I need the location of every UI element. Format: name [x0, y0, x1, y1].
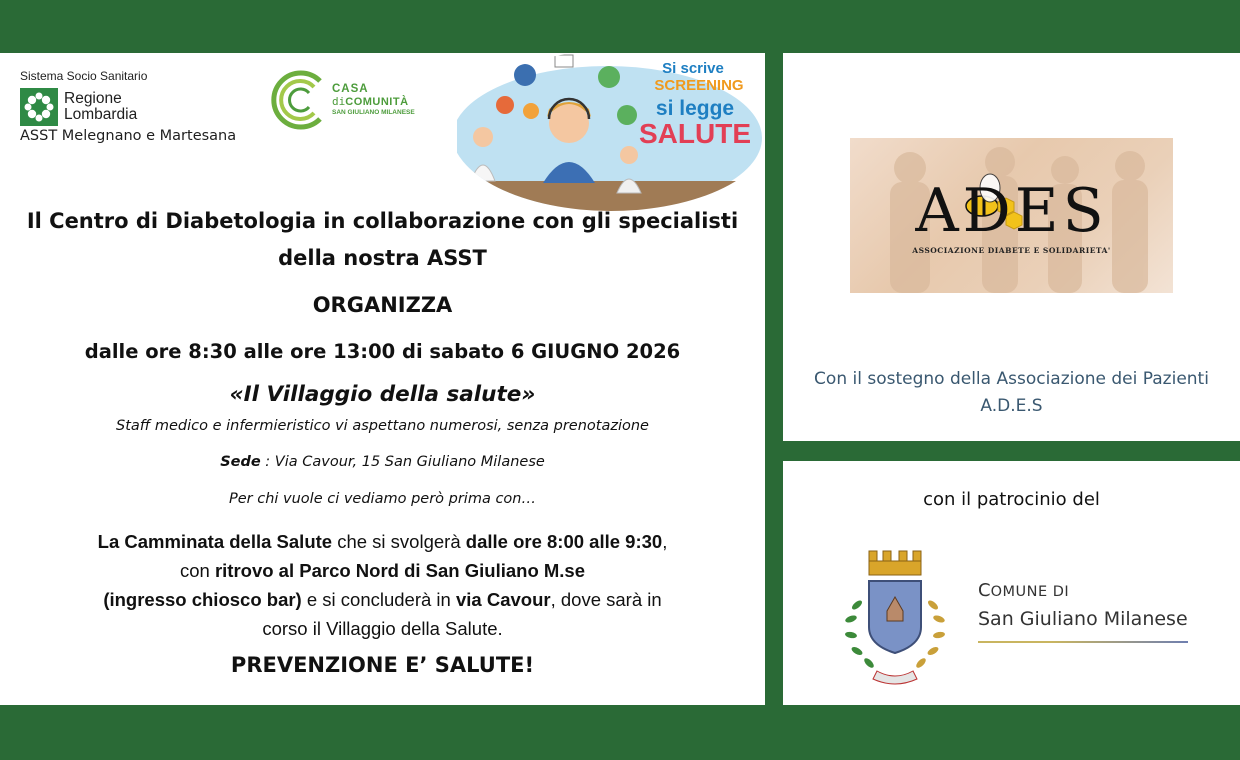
comune-name: San Giuliano Milanese	[978, 608, 1188, 630]
ades-panel	[783, 53, 1240, 441]
di-label: di	[332, 95, 346, 108]
ades-logo-subtitle: ASSOCIAZIONE DIABETE E SOLIDARIETA'	[912, 246, 1111, 255]
walk-name: La Camminata della Salute	[97, 531, 333, 552]
regione-lombardia-logo	[20, 69, 265, 144]
comune-crest-icon	[833, 545, 958, 691]
ades-logo-word: ADES	[915, 176, 1108, 246]
si-legge-text: si legge	[655, 97, 735, 120]
comune-initial: C	[978, 580, 991, 601]
staff-line: Staff medico e infermieristico vi aspettano numerosi, senza prenotazione	[116, 418, 649, 434]
walk-time: dalle ore 8:00 alle 9:30	[465, 531, 663, 552]
walk-meeting: ritrovo al Parco Nord di San Giuliano M.se	[214, 560, 586, 581]
asst-label: ASST Melegnano e Martesana	[20, 128, 237, 144]
comunita-label: COMUNITÀ	[345, 96, 409, 108]
regione-label: Regione	[64, 90, 122, 107]
screening-text: SCREENING	[654, 77, 744, 94]
ades-support-line-1: Con il sostegno della Associazione dei Pazienti	[814, 369, 1209, 389]
screening-illustration	[457, 53, 765, 211]
closing-slogan: PREVENZIONE E’ SALUTE!	[230, 653, 535, 677]
announcement-panel	[0, 53, 765, 705]
walk-text-3: con	[179, 560, 215, 581]
casa-di-comunita-logo	[268, 67, 448, 133]
title-line-2: della nostra ASST	[278, 246, 487, 270]
title-line-1: Il Centro di Diabetologia in collaborazione con gli specialisti	[26, 209, 739, 233]
casa-comunita-c-icon	[268, 67, 330, 133]
event-name: «Il Villaggio della salute»	[229, 382, 536, 407]
comune-rest: OMUNE DI	[990, 584, 1070, 600]
walk-paragraph	[0, 527, 765, 643]
regione-lombardia-rose-icon	[20, 88, 58, 126]
patronage-panel	[783, 461, 1240, 705]
sede-address: : Via Cavour, 15 San Giuliano Milanese	[260, 454, 545, 470]
sistema-socio-sanitario-label: Sistema Socio Sanitario	[20, 69, 148, 83]
walk-text-5: , dove sarà in	[550, 589, 662, 610]
walk-street: via Cavour	[455, 589, 551, 610]
walk-text-6: corso il Villaggio della Salute.	[262, 618, 503, 639]
organizza-heading: ORGANIZZA	[312, 293, 453, 317]
ades-support-text	[783, 366, 1240, 420]
walk-text-1: che si svolgerà	[332, 531, 466, 552]
lombardia-label: Lombardia	[64, 106, 138, 123]
comune-label	[978, 580, 1069, 601]
walk-text-4: e si concluderà in	[301, 589, 456, 610]
ades-logo	[850, 138, 1173, 293]
pre-event-line: Per chi vuole ci vediamo però prima con…	[229, 491, 536, 507]
walk-entrance: (ingresso chiosco bar)	[103, 589, 302, 610]
salute-text: SALUTE	[639, 118, 751, 149]
si-scrive-text: Si scrive	[662, 60, 724, 77]
san-giuliano-label: SAN GIULIANO MILANESE	[332, 109, 415, 116]
walk-text-2: ,	[662, 531, 668, 552]
ades-support-line-2: A.D.E.S	[980, 396, 1043, 416]
share-bubble-icon	[514, 64, 536, 86]
comune-underline	[978, 641, 1188, 643]
patronage-title: con il patrocinio del	[923, 489, 1100, 510]
casa-label: CASA	[332, 83, 369, 95]
sede-label: Sede	[220, 454, 261, 470]
event-date-line: dalle ore 8:30 alle ore 13:00 di sabato 6 GIUGNO 2026	[84, 340, 681, 363]
sede-line	[0, 454, 765, 470]
